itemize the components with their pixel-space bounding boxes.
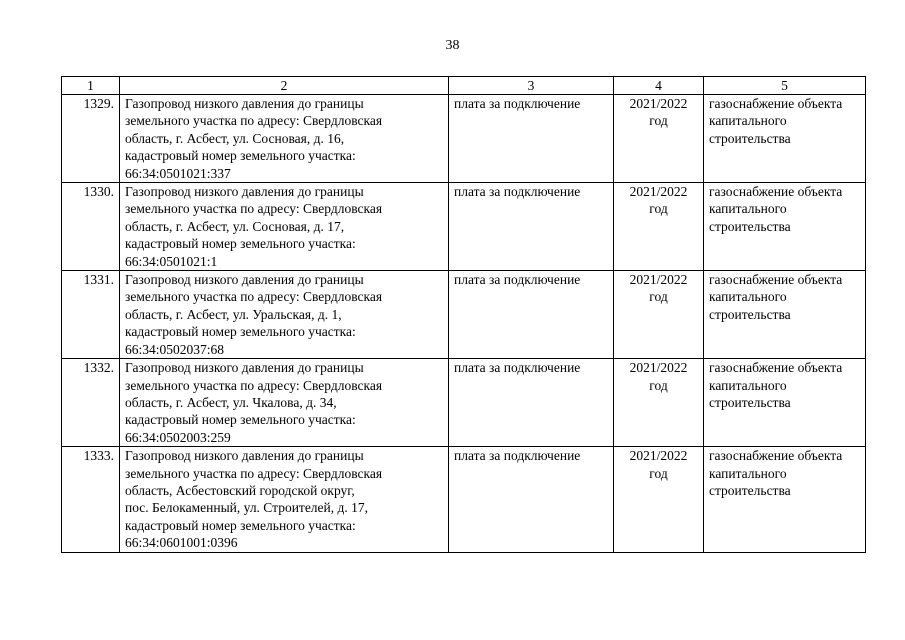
- object-description: Газопровод низкого давления до границы земельного участка по адресу: Свердловская область, г. Асбест, ул. Сосновая, д. 16, кадастровый номер земельного участка: 66:34:0501021:337: [120, 95, 449, 183]
- purpose: газоснабжение объекта капитального строительства: [704, 95, 866, 183]
- table-row: [62, 183, 866, 271]
- table-row: [62, 271, 866, 359]
- page-number: 38: [445, 38, 460, 53]
- period: 2021/2022 год: [614, 447, 704, 552]
- table-row: [62, 447, 866, 552]
- purpose: газоснабжение объекта капитального строительства: [704, 447, 866, 552]
- column-header: 2: [120, 77, 449, 95]
- connection-method: плата за подключение: [449, 447, 614, 552]
- column-header: 3: [449, 77, 614, 95]
- period: 2021/2022 год: [614, 271, 704, 359]
- row-number: 1332.: [62, 359, 120, 447]
- column-header: 4: [614, 77, 704, 95]
- connection-method: плата за подключение: [449, 95, 614, 183]
- table-header-row: [62, 77, 866, 95]
- connection-method: плата за подключение: [449, 183, 614, 271]
- row-number: 1330.: [62, 183, 120, 271]
- object-description: Газопровод низкого давления до границы земельного участка по адресу: Свердловская область, г. Асбест, ул. Уральская, д. 1, кадастровый номер земельного участка: 66:34:0502037:68: [120, 271, 449, 359]
- row-number: 1333.: [62, 447, 120, 552]
- table-row: [62, 95, 866, 183]
- period: 2021/2022 год: [614, 359, 704, 447]
- connection-method: плата за подключение: [449, 359, 614, 447]
- object-description: Газопровод низкого давления до границы земельного участка по адресу: Свердловская область, г. Асбест, ул. Чкалова, д. 34, кадастровый номер земельного участка: 66:34:0502003:259: [120, 359, 449, 447]
- column-header: 1: [62, 77, 120, 95]
- object-description: Газопровод низкого давления до границы земельного участка по адресу: Свердловская область, г. Асбест, ул. Сосновая, д. 17, кадастровый номер земельного участка: 66:34:0501021:1: [120, 183, 449, 271]
- period: 2021/2022 год: [614, 95, 704, 183]
- connection-method: плата за подключение: [449, 271, 614, 359]
- purpose: газоснабжение объекта капитального строительства: [704, 359, 866, 447]
- row-number: 1331.: [62, 271, 120, 359]
- purpose: газоснабжение объекта капитального строительства: [704, 271, 866, 359]
- object-description: Газопровод низкого давления до границы земельного участка по адресу: Свердловская область, Асбестовский городской округ, пос. Белокаменный, ул. Строителей, д. 17, кадастровый номер земельного участка: 66:34:0601001:0396: [120, 447, 449, 552]
- period: 2021/2022 год: [614, 183, 704, 271]
- purpose: газоснабжение объекта капитального строительства: [704, 183, 866, 271]
- table-row: [62, 359, 866, 447]
- column-header: 5: [704, 77, 866, 95]
- row-number: 1329.: [62, 95, 120, 183]
- document-table: [61, 76, 866, 553]
